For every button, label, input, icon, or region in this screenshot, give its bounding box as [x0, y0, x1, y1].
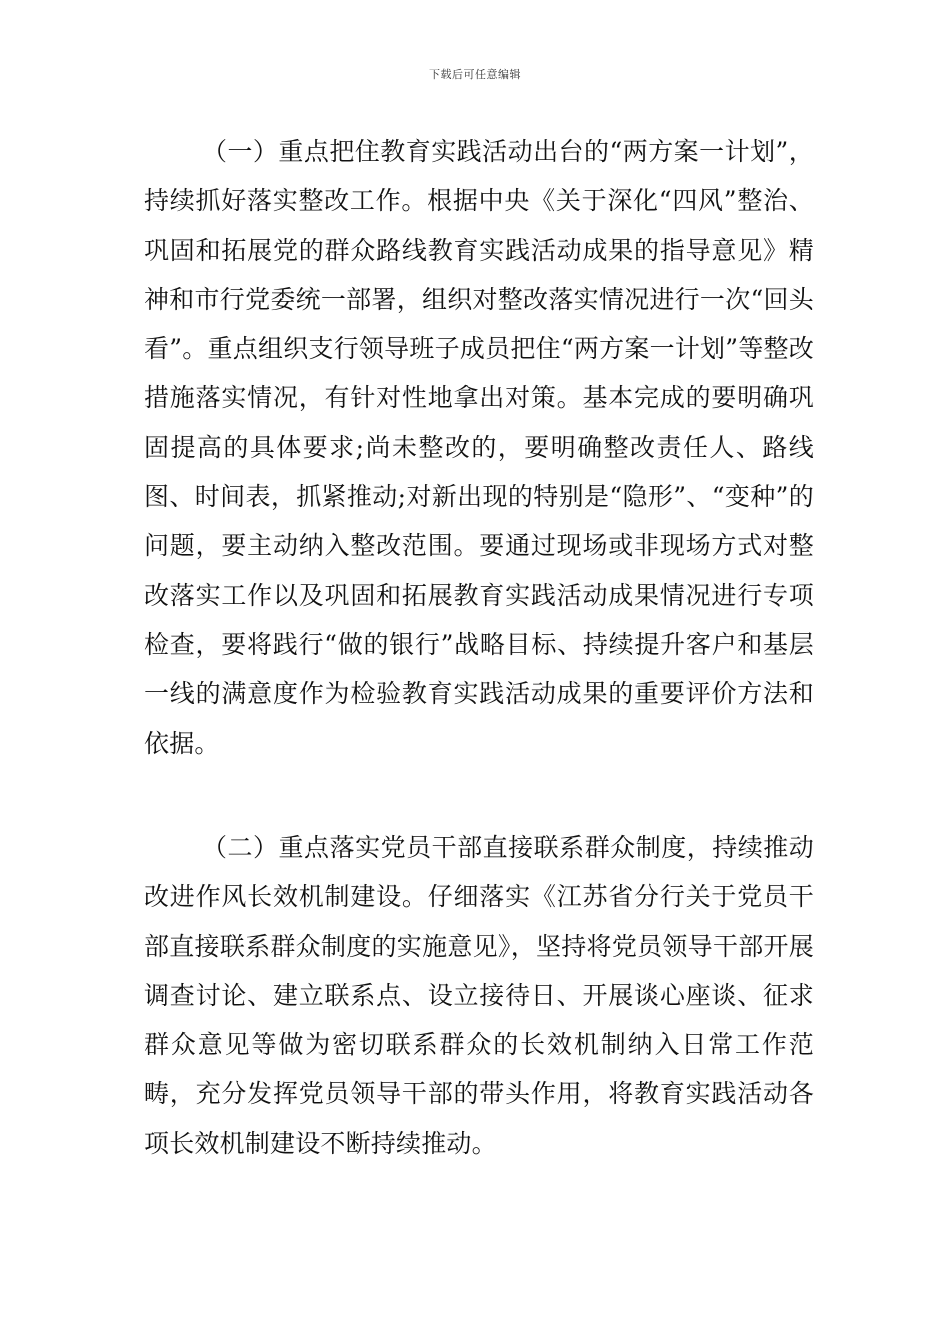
page-header: 下载后可任意编辑 [429, 68, 521, 81]
paragraph-2: （二）重点落实党员干部直接联系群众制度，持续推动改进作风长效机制建设。仔细落实《江苏省分行关于党员干部直接联系群众制度的实施意见》，坚持将党员领导干部开展调查讨论、建立联系点、设立接待日、开展谈心座谈、征求群众意见等做为密切联系群众的长效机制纳入日常工作范畴，充分发挥党员领导干部的带头作用，将教育实践活动各项长效机制建设不断持续推动。 [144, 833, 814, 1158]
paragraph-1: （一）重点把住教育实践活动出台的“两方案一计划”，持续抓好落实整改工作。根据中央《关于深化“四风”整治、巩固和拓展党的群众路线教育实践活动成果的指导意见》精神和市行党委统一部署，组织对整改落实情况进行一次“回头看”。重点组织支行领导班子成员把住“两方案一计划”等整改措施落实情况，有针对性地拿出对策。基本完成的要明确巩固提高的具体要求;尚未整改的，要明确整改责任人、路线图、时间表，抓紧推动;对新出现的特别是“隐形”、“变种”的问题，要主动纳入整改范围。要通过现场或非现场方式对整改落实工作以及巩固和拓展教育实践活动成果情况进行专项检查，要将践行“做的银行”战略目标、持续提升客户和基层一线的满意度作为检验教育实践活动成果的重要评价方法和依据。 [144, 137, 814, 758]
